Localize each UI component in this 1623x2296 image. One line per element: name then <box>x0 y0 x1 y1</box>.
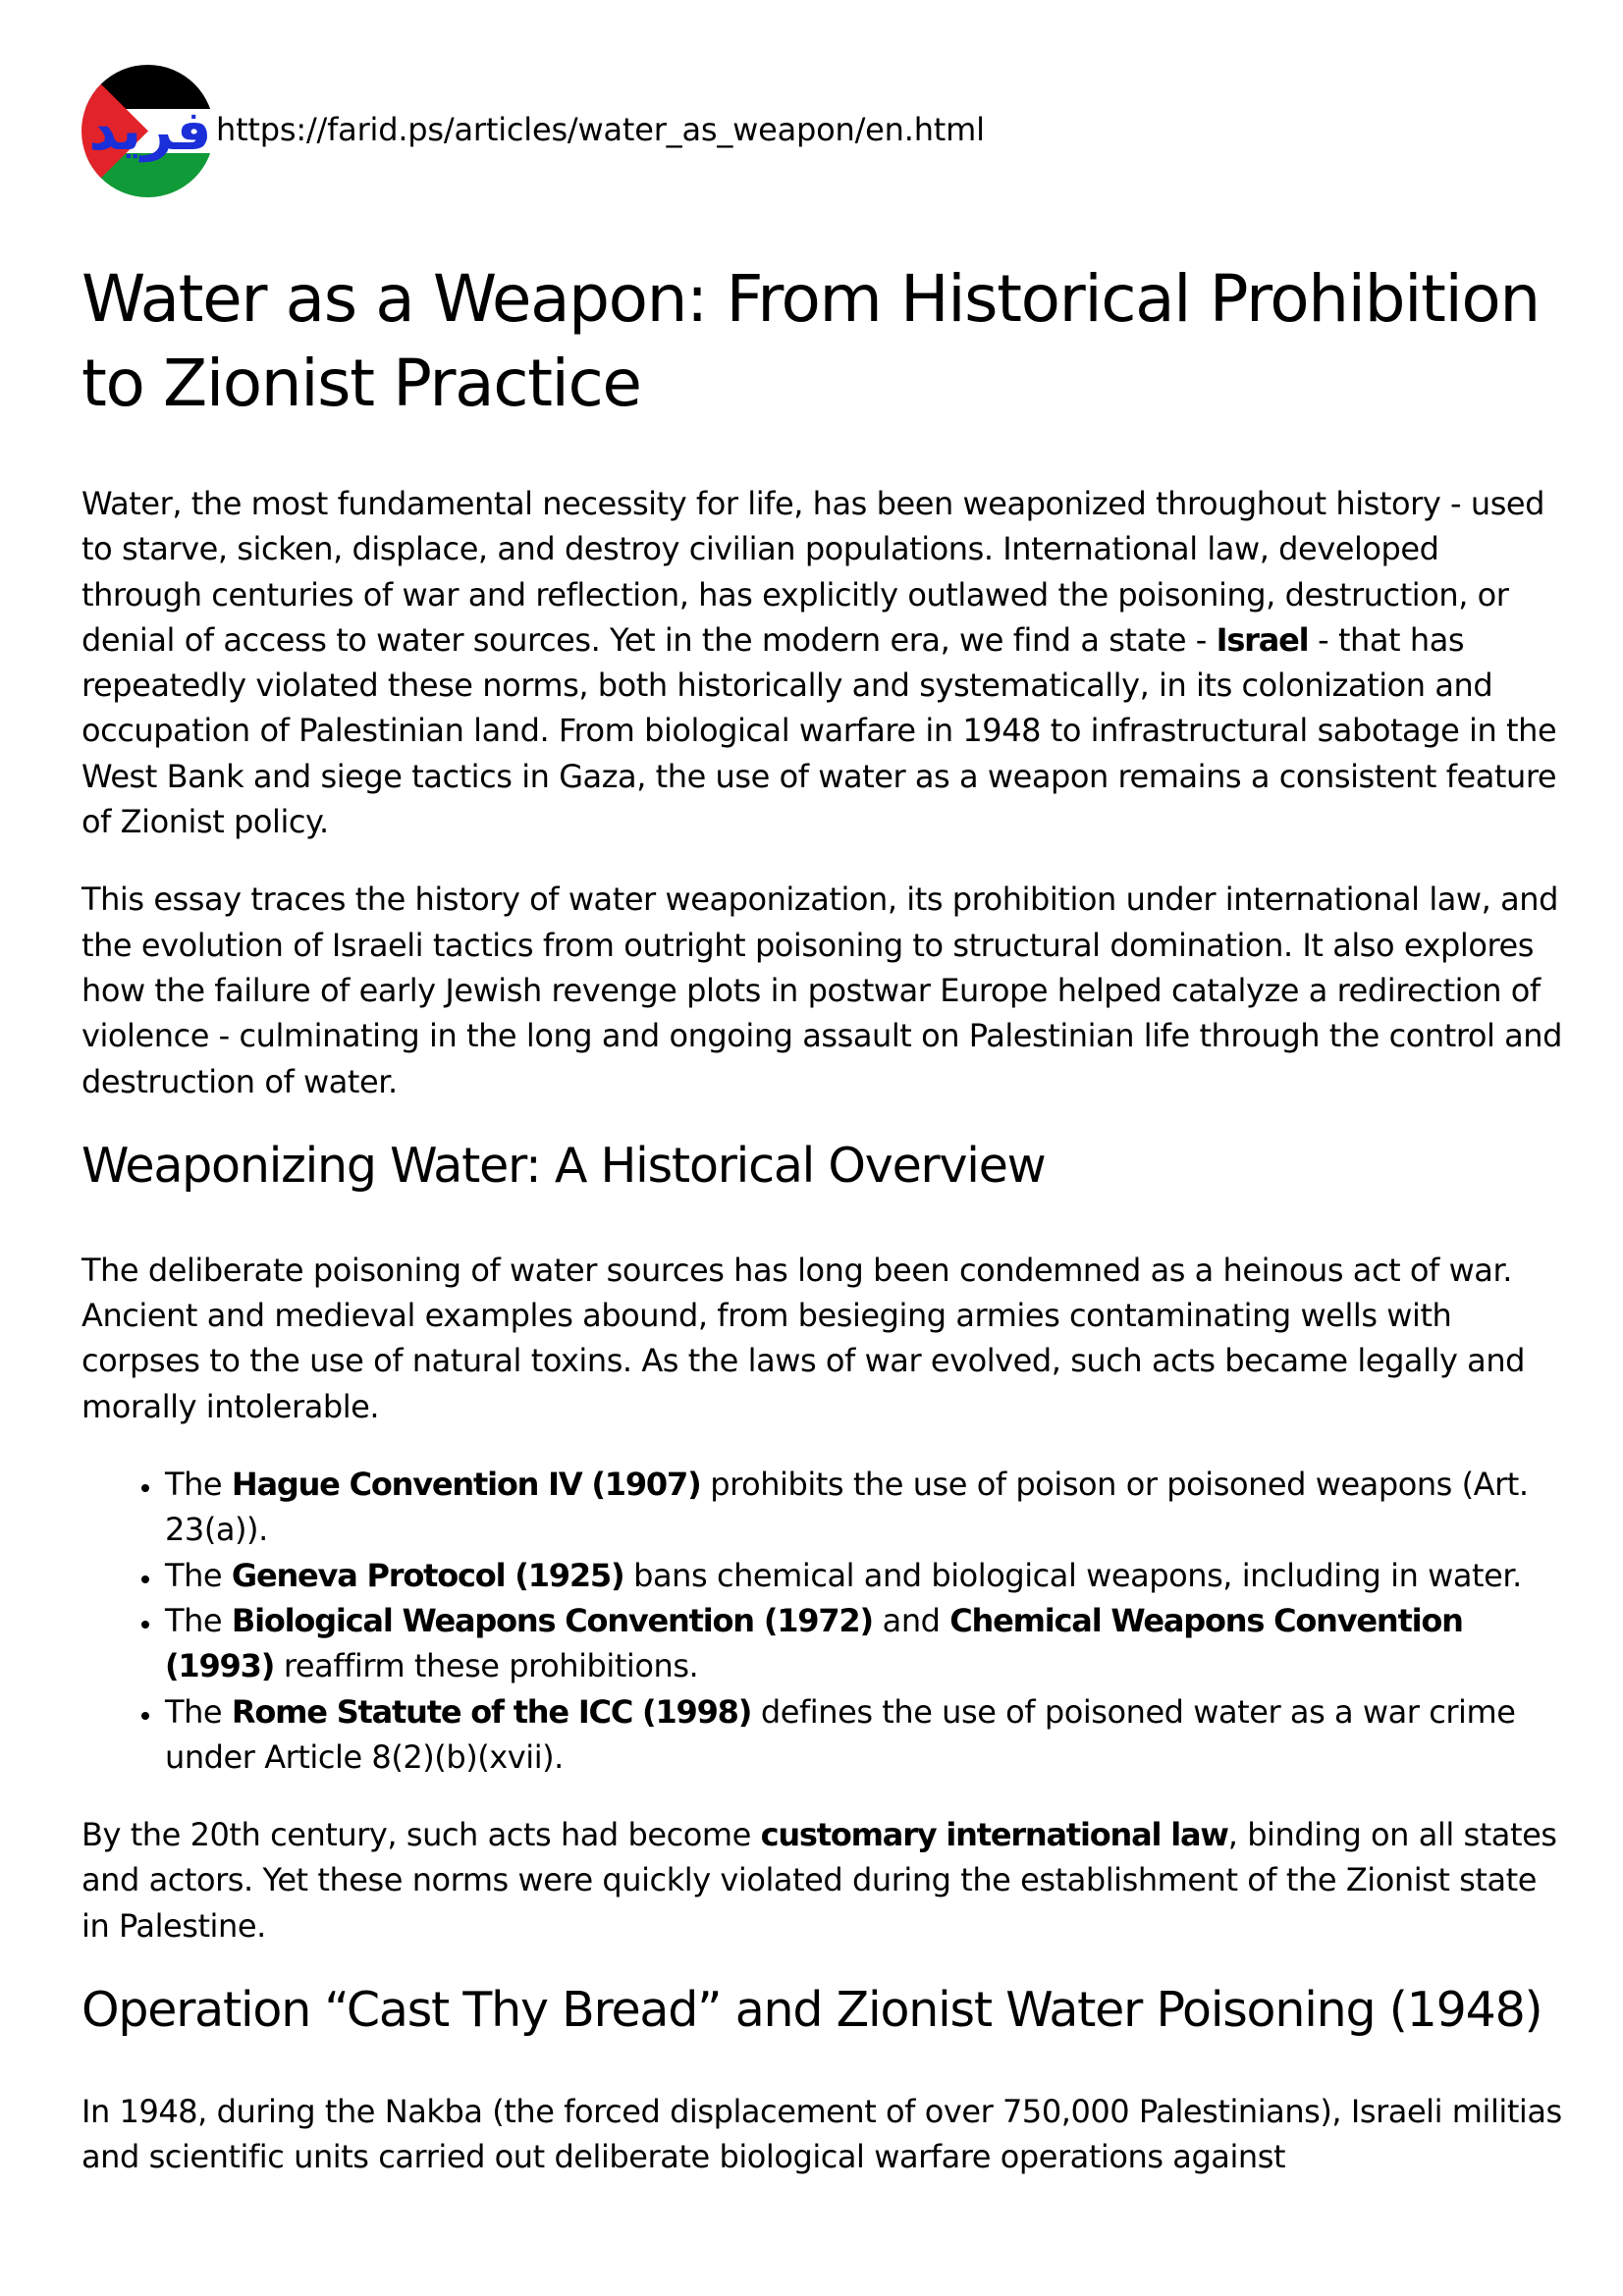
section1-p2-text-a: By the 20th century, such acts had become <box>81 1816 761 1854</box>
section2-paragraph-1: In 1948, during the Nakba (the forced displacement of over 750,000 Palestinians), Israeli militias and scientific units carried out deliberate biological warfare operations against <box>81 2093 1562 2176</box>
article-body <box>81 481 1564 2213</box>
list-item-text: prohibits the use of poison or poisoned weapons (Art. 23(a)). <box>165 1466 1529 1549</box>
intro-p1-text-a: Water, the most fundamental necessity for life, has been weaponized throughout history - used to starve, sicken, displace, and destroy civilian populations. International law, developed through centuries of war and reflection, has explicitly outlawed the poisoning, destruction, or denial of access to water sources. Yet in the modern era, we find a state - <box>81 485 1545 659</box>
list-item-text: The <box>165 1601 232 1639</box>
palestine-flag-logo-icon <box>81 65 214 197</box>
section1-p2-bold: customary international law <box>760 1816 1228 1854</box>
logo-text: فريد <box>88 99 212 163</box>
list-item-text: and <box>872 1601 950 1639</box>
site-logo[interactable] <box>81 65 214 197</box>
law-list <box>81 1462 1564 1780</box>
list-item-bold: Biological Weapons Convention (1972) <box>231 1601 873 1639</box>
list-item <box>163 1462 1564 1553</box>
list-item-text: The <box>165 1466 232 1504</box>
list-item-text: defines the use of poisoned water as a war crime under Article 8(2)(b)(xvii). <box>165 1692 1516 1776</box>
list-item-text: reaffirm these prohibitions. <box>274 1647 699 1685</box>
list-item-text: bans chemical and biological weapons, including in water. <box>623 1556 1522 1594</box>
list-item <box>163 1553 1564 1598</box>
section-heading-cast-thy-bread: Operation “Cast Thy Bread” and Zionist Water Poisoning (1948) <box>81 1982 1542 2039</box>
list-item-bold: Rome Statute of the ICC (1998) <box>231 1692 752 1731</box>
section1-paragraph-1: The deliberate poisoning of water sources has long been condemned as a heinous act of war. Ancient and medieval examples abound, from besieging armies contaminating wells with corpses to the use of natural toxins. As the laws of war evolved, such acts became legally and morally intolerable. <box>81 1251 1526 1425</box>
page-header <box>81 65 985 197</box>
section1-p2-text-b: , binding on all states and actors. Yet these norms were quickly violated during the establishment of the Zionist state in Palestine. <box>81 1816 1557 1945</box>
intro-paragraph-2: This essay traces the history of water weaponization, its prohibition under international law, and the evolution of Israeli tactics from outright poisoning to structural domination. It also explores how the failure of early Jewish revenge plots in postwar Europe helped catalyze a redirection of violence - culminating in the long and ongoing assault on Palestinian life through the control and destruction of water. <box>81 881 1562 1100</box>
page-url[interactable]: https://farid.ps/articles/water_as_weapon/en.html <box>216 111 985 148</box>
section-heading-historical-overview: Weaponizing Water: A Historical Overview <box>81 1137 1046 1194</box>
list-item-text: The <box>165 1556 232 1594</box>
list-item-bold: Chemical Weapons Convention (1993) <box>165 1601 1463 1685</box>
intro-p1-text-b: - that has repeatedly violated these norms, both historically and systematically, in its colonization and occupation of Palestinian land. From biological warfare in 1948 to infrastructural sabotage in the West Bank and siege tactics in Gaza, the use of water as a weapon remains a consistent feature of Zionist policy. <box>81 620 1557 841</box>
list-item <box>163 1598 1564 1689</box>
list-item-bold: Hague Convention IV (1907) <box>231 1466 701 1504</box>
list-item <box>163 1689 1564 1781</box>
list-item-text: The <box>165 1692 232 1731</box>
list-item-bold: Geneva Protocol (1925) <box>231 1556 624 1594</box>
article-title: Water as a Weapon: From Historical Prohibition to Zionist Practice <box>81 261 1540 421</box>
intro-paragraph-1 <box>81 481 1564 844</box>
section1-paragraph-2 <box>81 1812 1564 1949</box>
intro-p1-bold: Israel <box>1216 620 1309 659</box>
